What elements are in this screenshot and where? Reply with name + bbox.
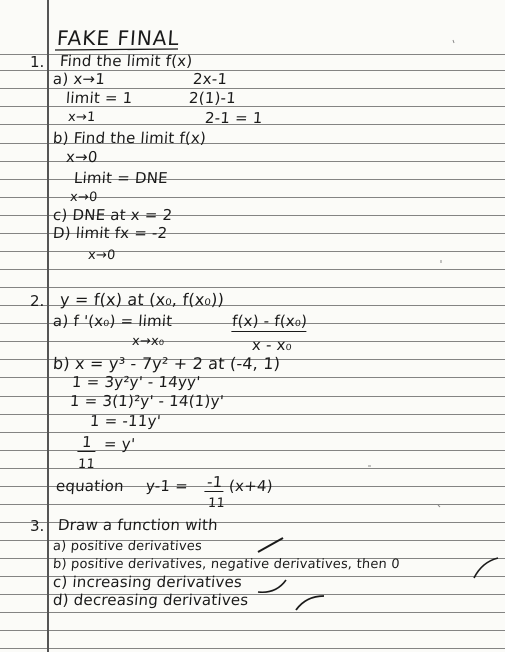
question-prompt: Draw a function with	[57, 516, 219, 534]
part-d-line: D) limit fx = -2	[52, 224, 169, 242]
part-c-line: c) DNE at x = 2	[52, 206, 173, 224]
page-title: FAKE FINAL	[56, 26, 181, 50]
equation-label: equation	[55, 477, 125, 495]
question-number: 2.	[30, 292, 45, 310]
part-a-line: a) f '(x₀) = limit	[52, 312, 173, 330]
question-prompt: y = f(x) at (x₀, f(x₀))	[59, 290, 225, 309]
fraction-numerator: -1	[204, 474, 225, 492]
work-line: = y'	[103, 435, 136, 453]
work-line: 2x-1	[192, 70, 228, 88]
part-d-line: d) decreasing derivatives	[52, 591, 249, 609]
question-prompt: Find the limit f(x)	[59, 52, 193, 70]
part-b-line: b) Find the limit f(x)	[52, 129, 207, 147]
limit-subscript: x→0	[87, 248, 116, 263]
part-c-line: c) increasing derivatives	[52, 573, 243, 591]
work-result: 2-1 = 1	[204, 109, 264, 127]
part-a-line: a) x→1	[52, 70, 106, 88]
fraction-numerator: 1	[77, 434, 96, 452]
work-line: 1 = -11y'	[89, 412, 162, 430]
sketch-increasing	[258, 580, 286, 592]
equation-lhs: y-1 =	[145, 477, 189, 495]
work-line: 2(1)-1	[188, 89, 237, 107]
limit-subscript: x→0	[65, 148, 99, 166]
fraction-denominator: x - x₀	[251, 336, 293, 354]
sketch-b	[474, 558, 498, 578]
sketch-positive	[258, 538, 283, 552]
fraction-numerator: f(x) - f(x₀)	[231, 312, 308, 330]
work-line: 1 = 3y²y' - 14yy'	[71, 373, 202, 391]
part-a-line: a) positive derivatives	[52, 539, 203, 554]
part-b-line: b) positive derivatives, negative derivatives, then 0	[52, 557, 401, 572]
fraction-denominator: 11	[77, 457, 96, 472]
equation-rhs: (x+4)	[228, 477, 274, 495]
question-number: 3.	[30, 517, 45, 535]
sketch-decreasing	[296, 596, 324, 610]
limit-line: Limit = DNE	[73, 169, 169, 187]
question-number: 1.	[30, 53, 45, 71]
work-line: 1 = 3(1)²y' - 14(1)y'	[69, 392, 225, 410]
limit-subscript: x→0	[69, 190, 98, 205]
limit-subscript: x→1	[67, 110, 96, 125]
limit-line: limit = 1	[65, 89, 134, 107]
part-b-line: b) x = y³ - 7y² + 2 at (-4, 1)	[52, 354, 281, 373]
limit-subscript: x→x₀	[131, 334, 165, 349]
fraction-denominator: 11	[207, 496, 226, 511]
